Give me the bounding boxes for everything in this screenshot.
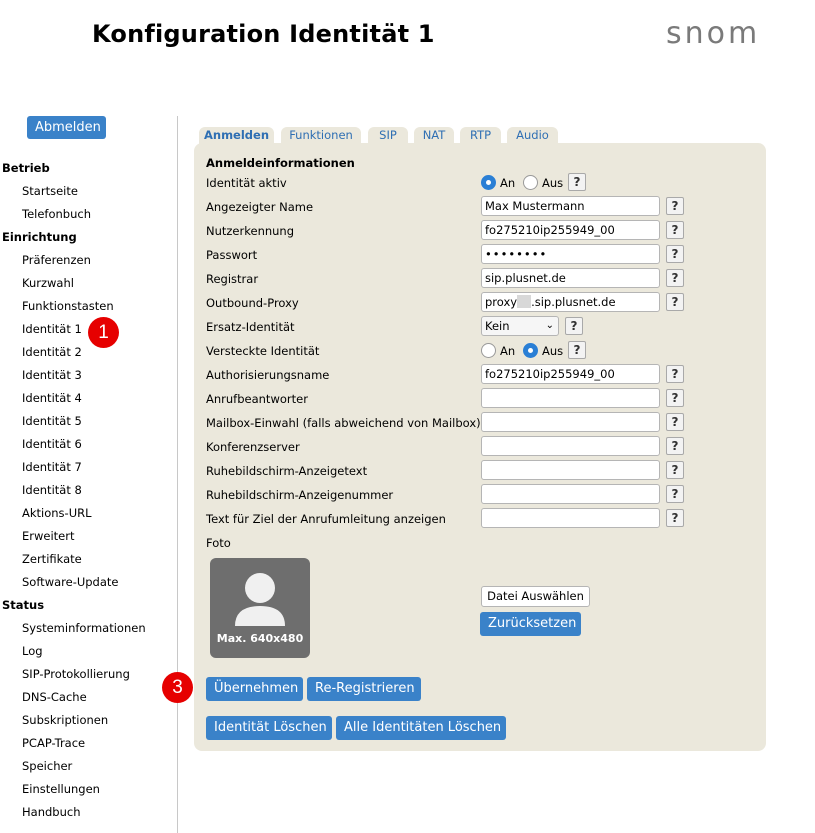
sidebar-group-betrieb: Betrieb (2, 161, 50, 175)
sidebar-item-handbuch[interactable]: Handbuch (22, 805, 81, 819)
sidebar-item-identitaet-4[interactable]: Identität 4 (22, 391, 82, 405)
page-title: Konfiguration Identität 1 (92, 20, 435, 48)
forward-text-input[interactable] (481, 508, 660, 528)
radio-active-on-label: An (500, 176, 516, 190)
tab-sip[interactable]: SIP (368, 127, 408, 144)
chevron-down-icon: ⌄ (545, 320, 554, 331)
tab-audio[interactable]: Audio (507, 127, 558, 144)
auth-name-input[interactable]: fo275210ip255949_00 (481, 364, 660, 384)
help-icon[interactable]: ? (666, 461, 684, 479)
radio-hidden-off-label: Aus (542, 344, 564, 358)
label-conference-server: Konferenzserver (206, 440, 300, 454)
display-name-input[interactable]: Max Mustermann (481, 196, 660, 216)
tab-funktionen[interactable]: Funktionen (281, 127, 361, 144)
help-icon[interactable]: ? (666, 269, 684, 287)
sidebar-item-praeferenzen[interactable]: Präferenzen (22, 253, 91, 267)
label-idle-text: Ruhebildschirm-Anzeigetext (206, 464, 368, 478)
help-icon[interactable]: ? (666, 293, 684, 311)
label-answering-machine: Anrufbeantworter (206, 392, 308, 406)
sidebar-group-status: Status (2, 598, 45, 612)
snom-logo: snom (666, 16, 761, 51)
sidebar-item-erweitert[interactable]: Erweitert (22, 529, 75, 543)
annotation-badge-1: 1 (88, 317, 119, 348)
sidebar-item-speicher[interactable]: Speicher (22, 759, 73, 773)
label-identity-active: Identität aktiv (206, 176, 287, 190)
conference-server-input[interactable] (481, 436, 660, 456)
label-mailbox: Mailbox-Einwahl (falls abweichend von Mailbox) (206, 416, 481, 430)
sidebar-item-pcap-trace[interactable]: PCAP-Trace (22, 736, 86, 750)
sidebar-item-identitaet-1[interactable]: Identität 1 (22, 322, 82, 336)
sidebar-item-funktionstasten[interactable]: Funktionstasten (22, 299, 114, 313)
help-icon[interactable]: ? (666, 245, 684, 263)
tab-nat[interactable]: NAT (414, 127, 454, 144)
radio-hidden-on[interactable] (481, 343, 496, 358)
help-icon[interactable]: ? (565, 317, 583, 335)
logout-button[interactable]: Abmelden (27, 116, 106, 139)
redacted-block (517, 295, 531, 308)
label-fallback-identity: Ersatz-Identität (206, 320, 295, 334)
sidebar-item-subskriptionen[interactable]: Subskriptionen (22, 713, 109, 727)
apply-button[interactable]: Übernehmen (206, 677, 303, 701)
sidebar-item-identitaet-3[interactable]: Identität 3 (22, 368, 82, 382)
fallback-identity-select[interactable] (481, 316, 559, 336)
delete-identity-button[interactable]: Identität Löschen (206, 716, 332, 740)
sidebar-item-software-update[interactable]: Software-Update (22, 575, 119, 589)
password-input[interactable]: •••••••• (481, 244, 660, 264)
sidebar-item-identitaet-6[interactable]: Identität 6 (22, 437, 82, 451)
sidebar-item-identitaet-2[interactable]: Identität 2 (22, 345, 82, 359)
reregister-button[interactable]: Re-Registrieren (307, 677, 421, 701)
photo-caption: Max. 640x480 (216, 632, 304, 645)
section-title: Anmeldeinformationen (206, 156, 355, 170)
sidebar-item-telefonbuch[interactable]: Telefonbuch (22, 207, 91, 221)
choose-file-button[interactable]: Datei Auswählen (481, 586, 590, 607)
help-icon[interactable]: ? (666, 389, 684, 407)
label-photo: Foto (206, 536, 231, 550)
radio-active-off[interactable] (523, 175, 538, 190)
idle-text-input[interactable] (481, 460, 660, 480)
sidebar-item-kurzwahl[interactable]: Kurzwahl (22, 276, 74, 290)
label-idle-number: Ruhebildschirm-Anzeigenummer (206, 488, 394, 502)
radio-active-off-label: Aus (542, 176, 564, 190)
label-password: Passwort (206, 248, 258, 262)
label-hidden-identity: Versteckte Identität (206, 344, 320, 358)
radio-hidden-off[interactable] (523, 343, 538, 358)
sidebar-group-einrichtung: Einrichtung (2, 230, 77, 244)
radio-active-on[interactable] (481, 175, 496, 190)
idle-number-input[interactable] (481, 484, 660, 504)
help-icon[interactable]: ? (666, 413, 684, 431)
answering-machine-input[interactable] (481, 388, 660, 408)
help-icon[interactable]: ? (666, 365, 684, 383)
help-icon[interactable]: ? (666, 485, 684, 503)
label-auth-name: Authorisierungsname (206, 368, 330, 382)
sidebar-item-aktions-url[interactable]: Aktions-URL (22, 506, 92, 520)
sidebar-item-zertifikate[interactable]: Zertifikate (22, 552, 82, 566)
sidebar-divider (177, 116, 178, 833)
label-outbound-proxy: Outbound-Proxy (206, 296, 299, 310)
help-icon[interactable]: ? (568, 173, 586, 191)
delete-all-identities-button[interactable]: Alle Identitäten Löschen (336, 716, 506, 740)
label-user-id: Nutzerkennung (206, 224, 295, 238)
sidebar-item-identitaet-5[interactable]: Identität 5 (22, 414, 82, 428)
outbound-proxy-prefix: proxy (485, 295, 518, 309)
sidebar-item-einstellungen[interactable]: Einstellungen (22, 782, 100, 796)
sidebar-item-startseite[interactable]: Startseite (22, 184, 78, 198)
sidebar-item-dns-cache[interactable]: DNS-Cache (22, 690, 87, 704)
radio-hidden-on-label: An (500, 344, 516, 358)
sidebar-item-log[interactable]: Log (22, 644, 43, 658)
user-avatar-icon (210, 558, 310, 628)
help-icon[interactable]: ? (666, 509, 684, 527)
label-display-name: Angezeigter Name (206, 200, 314, 214)
user-id-input[interactable]: fo275210ip255949_00 (481, 220, 660, 240)
outbound-proxy-suffix: .sip.plusnet.de (531, 295, 616, 309)
label-registrar: Registrar (206, 272, 259, 286)
registrar-input[interactable]: sip.plusnet.de (481, 268, 660, 288)
reset-button[interactable]: Zurücksetzen (480, 612, 581, 636)
help-icon[interactable]: ? (666, 197, 684, 215)
outbound-proxy-input[interactable] (481, 292, 660, 312)
sidebar-item-sip-protokollierung[interactable]: SIP-Protokollierung (22, 667, 130, 681)
label-forward-text: Text für Ziel der Anrufumleitung anzeigen (206, 512, 446, 526)
tab-anmelden[interactable]: Anmelden (199, 127, 274, 145)
tab-rtp[interactable]: RTP (460, 127, 501, 144)
mailbox-input[interactable] (481, 412, 660, 432)
help-icon[interactable]: ? (568, 341, 586, 359)
sidebar-item-identitaet-7[interactable]: Identität 7 (22, 460, 82, 474)
fallback-identity-value: Kein (485, 319, 510, 333)
help-icon[interactable]: ? (666, 437, 684, 455)
sidebar-item-identitaet-8[interactable]: Identität 8 (22, 483, 82, 497)
annotation-badge-3: 3 (162, 672, 193, 703)
sidebar-item-systeminformationen[interactable]: Systeminformationen (22, 621, 146, 635)
photo-placeholder (210, 558, 310, 658)
help-icon[interactable]: ? (666, 221, 684, 239)
